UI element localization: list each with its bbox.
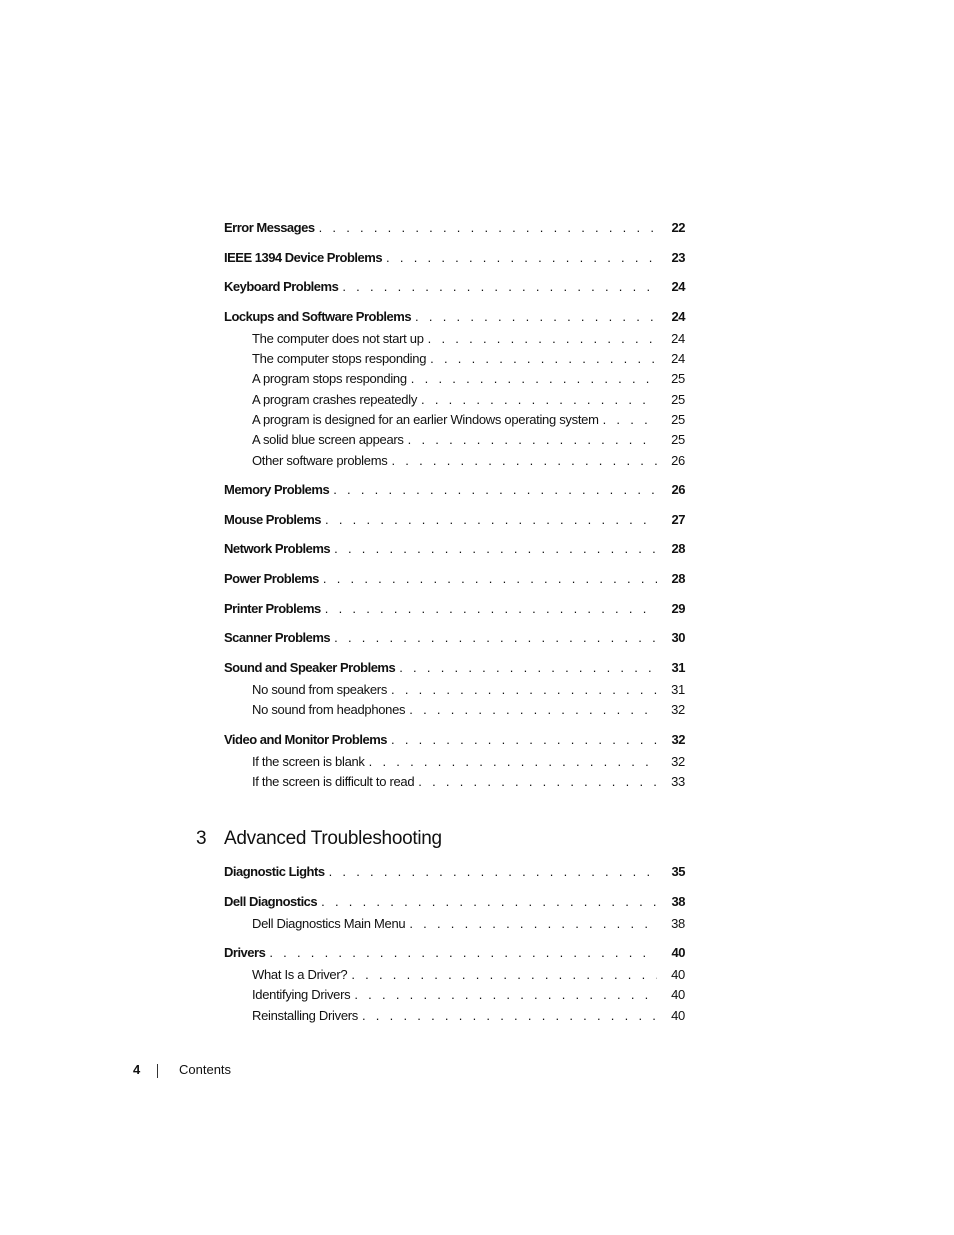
- toc-entry-page: 22: [671, 220, 685, 235]
- toc-entry-label: Error Messages: [224, 220, 315, 235]
- toc-entry-label: If the screen is blank: [252, 754, 365, 769]
- toc-entry[interactable]: [224, 893, 685, 911]
- toc-entry-page: 31: [671, 682, 685, 697]
- toc-entry[interactable]: [252, 966, 685, 984]
- toc-entry-page: 24: [671, 309, 685, 324]
- toc-entry-page: 35: [671, 864, 685, 879]
- chapter-title: Advanced Troubleshooting: [224, 828, 442, 849]
- footer-section-label: Contents: [179, 1062, 232, 1077]
- toc-entry-label: Identifying Drivers: [252, 987, 351, 1002]
- toc-dot-leader: [409, 915, 657, 933]
- toc-entry-label: Sound and Speaker Problems: [224, 660, 396, 675]
- toc-entry-label: Memory Problems: [224, 482, 330, 497]
- toc-entry[interactable]: [224, 944, 685, 962]
- toc-entry-label: No sound from headphones: [252, 702, 406, 717]
- toc-entry-label: Drivers: [224, 945, 266, 960]
- toc-entry-label: Diagnostic Lights: [224, 864, 325, 879]
- toc-entry-page: 25: [671, 371, 685, 386]
- toc-entry[interactable]: [252, 1007, 685, 1025]
- toc-entry-label: Power Problems: [224, 571, 319, 586]
- toc-dot-leader: [362, 1007, 657, 1025]
- chapter-number: 3: [196, 828, 207, 849]
- toc-entry[interactable]: [252, 915, 685, 933]
- toc-dot-leader: [329, 863, 657, 881]
- toc-entry-page: 40: [671, 987, 685, 1002]
- toc-entry-page: 32: [671, 754, 685, 769]
- toc-entry-page: 33: [671, 774, 685, 789]
- toc-entry-page: 27: [671, 512, 685, 527]
- toc-entry-label: Scanner Problems: [224, 630, 331, 645]
- toc-entry-page: 31: [671, 660, 685, 675]
- toc-entry-page: 23: [671, 250, 685, 265]
- toc-entry-page: 38: [671, 916, 685, 931]
- toc-entry-label: Mouse Problems: [224, 512, 322, 527]
- footer-divider: [157, 1064, 158, 1078]
- toc-entry-page: 30: [671, 630, 685, 645]
- toc-entry-label: What Is a Driver?: [252, 967, 348, 982]
- toc-entry-label: A program crashes repeatedly: [252, 392, 418, 407]
- toc-entry-page: 40: [671, 945, 685, 960]
- toc-entry-page: 29: [671, 601, 685, 616]
- toc-entry-label: IEEE 1394 Device Problems: [224, 250, 383, 265]
- toc-entry-label: Video and Monitor Problems: [224, 732, 388, 747]
- toc-entry-label: Network Problems: [224, 541, 331, 556]
- toc-entry-page: 32: [671, 702, 685, 717]
- toc-entry[interactable]: [252, 986, 685, 1004]
- toc-dot-leader: [354, 986, 657, 1004]
- toc-entry-page: 32: [671, 732, 685, 747]
- toc-entry-page: 40: [671, 1008, 685, 1023]
- toc-entry-label: A solid blue screen appears: [252, 432, 404, 447]
- toc-entry-label: Other software problems: [252, 453, 388, 468]
- toc-entry[interactable]: [224, 863, 685, 881]
- toc-entry-page: 25: [671, 412, 685, 427]
- toc-entry-page: 28: [671, 571, 685, 586]
- toc-entry-page: 24: [671, 351, 685, 366]
- toc-entry-page: 26: [671, 482, 685, 497]
- toc-entry-page: 38: [671, 894, 685, 909]
- toc-entry-label: Dell Diagnostics Main Menu: [252, 916, 406, 931]
- toc-dot-leader: [321, 893, 657, 911]
- toc-entry-page: 28: [671, 541, 685, 556]
- toc-entry-label: A program is designed for an earlier Windows operating system: [252, 412, 599, 427]
- toc-entry-label: Lockups and Software Problems: [224, 309, 412, 324]
- toc-entry-label: If the screen is difficult to read: [252, 774, 415, 789]
- toc-entry-page: 24: [671, 331, 685, 346]
- toc-entry-label: Printer Problems: [224, 601, 321, 616]
- toc-list-part2: [224, 0, 685, 1040]
- toc-entry-page: 40: [671, 967, 685, 982]
- toc-entry-label: Dell Diagnostics: [224, 894, 318, 909]
- footer-page-number: 4: [133, 1062, 141, 1077]
- toc-dot-leader: [269, 944, 657, 962]
- toc-entry-label: A program stops responding: [252, 371, 407, 386]
- toc-entry-label: Keyboard Problems: [224, 279, 339, 294]
- toc-entry-page: 24: [671, 279, 685, 294]
- toc-entry-label: No sound from speakers: [252, 682, 388, 697]
- toc-entry-page: 25: [671, 432, 685, 447]
- toc-entry-label: The computer does not start up: [252, 331, 424, 346]
- toc-dot-leader: [351, 966, 657, 984]
- toc-entry-page: 25: [671, 392, 685, 407]
- toc-entry-label: Reinstalling Drivers: [252, 1008, 358, 1023]
- toc-entry-label: The computer stops responding: [252, 351, 427, 366]
- toc-entry-page: 26: [671, 453, 685, 468]
